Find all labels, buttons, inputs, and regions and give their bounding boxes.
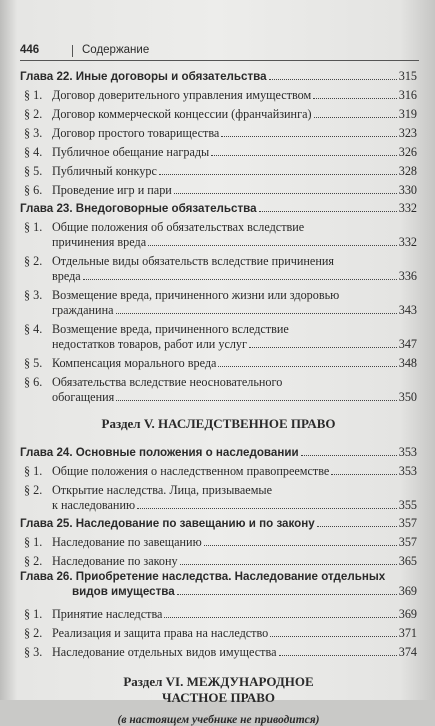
part-heading-line1: Раздел VI. МЕЖДУНАРОДНОЕ <box>123 674 314 689</box>
toc-section[interactable] <box>20 550 417 569</box>
toc-section[interactable] <box>20 160 417 179</box>
page-ref: 332 <box>398 201 417 215</box>
section-title: Договор простого товарищества <box>52 126 220 140</box>
section-title: Общие положения о наследственном правопреемстве <box>52 464 330 478</box>
section-title: Договор доверительного управления имуществом <box>52 88 312 102</box>
leader-dots <box>269 79 397 80</box>
section-title: Публичное обещание награды <box>52 145 210 159</box>
leader-dots <box>174 193 397 194</box>
page-ref: 328 <box>398 164 417 178</box>
toc-section[interactable] <box>20 103 417 122</box>
section-title-line2: к наследованию <box>52 498 136 512</box>
leader-dots <box>148 245 397 246</box>
section-sign: § 3. <box>24 288 43 302</box>
toc-chapter-26[interactable] <box>20 569 417 603</box>
toc-section[interactable] <box>20 284 417 318</box>
section-title: Наследование по закону <box>52 554 178 568</box>
section-title-line1: Отдельные виды обязательств вследствие причинения <box>52 254 334 268</box>
section-sign: § 1. <box>24 88 43 102</box>
leader-dots <box>204 545 397 546</box>
page-ref: 336 <box>398 269 417 283</box>
section-sign: § 3. <box>24 645 43 659</box>
section-sign: § 5. <box>24 356 43 370</box>
toc-chapter-25[interactable] <box>20 513 417 531</box>
table-of-contents <box>20 62 417 726</box>
running-header <box>20 44 419 61</box>
toc-section[interactable] <box>20 250 417 284</box>
section-sign: § 4. <box>24 145 43 159</box>
section-title-line1: Общие положения об обязательствах вследствие <box>52 220 305 234</box>
section-title-line2: обогащения <box>52 390 115 404</box>
chapter-title-line1: Глава 26. Приобретение наследства. Наследование отдельных <box>20 570 386 583</box>
chapter-title: Глава 25. Наследование по завещанию и по закону <box>20 517 315 530</box>
toc-section[interactable] <box>20 352 417 371</box>
leader-dots <box>177 594 397 595</box>
toc-section[interactable] <box>20 460 417 479</box>
page-ref: 371 <box>398 626 417 640</box>
leader-dots <box>218 366 396 367</box>
leader-dots <box>116 400 396 401</box>
toc-section[interactable] <box>20 216 417 250</box>
toc-section[interactable] <box>20 84 417 103</box>
section-sign: § 1. <box>24 464 43 478</box>
page-ref: 319 <box>398 107 417 121</box>
header-divider <box>72 45 73 57</box>
section-title-line1: Возмещение вреда, причиненного вследствие <box>52 322 289 336</box>
leader-dots <box>314 117 397 118</box>
section-title: Проведение игр и пари <box>52 183 172 197</box>
section-sign: § 1. <box>24 220 43 234</box>
chapter-title-line2: видов имущества <box>72 585 175 598</box>
page-ref: 353 <box>398 445 417 459</box>
part-heading-line2: ЧАСТНОЕ ПРАВО <box>161 690 276 705</box>
chapter-title: Глава 23. Внедоговорные обязательства <box>20 202 257 215</box>
leader-dots <box>259 211 397 212</box>
part-heading-6[interactable] <box>20 674 417 706</box>
page-ref: 316 <box>398 88 417 102</box>
leader-dots <box>164 617 396 618</box>
page-ref: 326 <box>398 145 417 159</box>
page-ref: 348 <box>398 356 417 370</box>
section-title-line1: Обязательства вследствие неосновательного <box>52 375 283 389</box>
page-ref: 357 <box>398 516 417 530</box>
leader-dots <box>279 655 397 656</box>
leader-dots <box>180 564 397 565</box>
page-ref: 347 <box>398 337 417 351</box>
toc-section[interactable] <box>20 179 417 198</box>
running-title: Содержание <box>82 44 150 56</box>
page-ref: 369 <box>398 607 417 621</box>
section-sign: § 2. <box>24 107 43 121</box>
section-sign: § 2. <box>24 626 43 640</box>
toc-chapter-24[interactable] <box>20 442 417 460</box>
leader-dots <box>221 136 396 137</box>
page-ref: 350 <box>398 390 417 404</box>
chapter-title: Глава 22. Иные договоры и обязательства <box>20 70 267 83</box>
page-ref: 343 <box>398 303 417 317</box>
toc-chapter-22[interactable] <box>20 66 417 84</box>
section-sign: § 2. <box>24 554 43 568</box>
section-title: Наследование отдельных видов имущества <box>52 645 277 659</box>
page-ref: 365 <box>398 554 417 568</box>
section-title-line2: вреда <box>52 269 81 283</box>
leader-dots <box>249 347 397 348</box>
page-ref: 355 <box>398 498 417 512</box>
leader-dots <box>331 474 396 475</box>
section-sign: § 1. <box>24 607 43 621</box>
section-sign: § 5. <box>24 164 43 178</box>
section-sign: § 4. <box>24 322 43 336</box>
page-ref: 357 <box>398 535 417 549</box>
section-sign: § 3. <box>24 126 43 140</box>
section-title: Реализация и защита права на наследство <box>52 626 269 640</box>
leader-dots <box>317 526 397 527</box>
page-ref: 369 <box>398 584 417 598</box>
section-title: Наследование по завещанию <box>52 535 202 549</box>
toc-section[interactable] <box>20 531 417 550</box>
page-ref: 315 <box>398 69 417 83</box>
section-title: Публичный конкурс <box>52 164 157 178</box>
toc-section[interactable] <box>20 603 417 622</box>
part-note: (в настоящем учебнике не приводится) <box>117 714 320 726</box>
section-title: Компенсация морального вреда <box>52 356 217 370</box>
toc-section[interactable] <box>20 122 417 141</box>
section-title-line2: причинения вреда <box>52 235 147 249</box>
page-ref: 330 <box>398 183 417 197</box>
toc-section[interactable] <box>20 371 417 405</box>
page-ref: 353 <box>398 464 417 478</box>
toc-section[interactable] <box>20 622 417 641</box>
page-ref: 323 <box>398 126 417 140</box>
leader-dots <box>313 98 396 99</box>
section-title-line1: Возмещение вреда, причиненного жизни или здоровью <box>52 288 340 302</box>
page-ref: 332 <box>398 235 417 249</box>
leader-dots <box>83 279 397 280</box>
section-title: Принятие наследства <box>52 607 163 621</box>
leader-dots <box>301 455 397 456</box>
section-sign: § 6. <box>24 375 43 389</box>
toc-section[interactable] <box>20 641 417 660</box>
chapter-title: Глава 24. Основные положения о наследовании <box>20 446 299 459</box>
toc-chapter-23[interactable] <box>20 198 417 216</box>
page-number: 446 <box>20 44 40 56</box>
page-ref: 374 <box>398 645 417 659</box>
toc-section[interactable] <box>20 318 417 352</box>
leader-dots <box>211 155 396 156</box>
part-heading-5[interactable]: Раздел V. НАСЛЕДСТВЕННОЕ ПРАВО <box>101 416 336 431</box>
section-sign: § 1. <box>24 535 43 549</box>
leader-dots <box>137 508 397 509</box>
section-title: Договор коммерческой концессии (франчайзинга) <box>52 107 312 121</box>
section-sign: § 2. <box>24 254 43 268</box>
section-title-line2: гражданина <box>52 303 114 317</box>
toc-section[interactable] <box>20 141 417 160</box>
leader-dots <box>116 313 397 314</box>
section-sign: § 2. <box>24 483 43 497</box>
leader-dots <box>270 636 396 637</box>
section-title-line1: Открытие наследства. Лица, призываемые <box>52 483 273 497</box>
section-title-line2: недостатков товаров, работ или услуг <box>52 337 248 351</box>
toc-section[interactable] <box>20 479 417 513</box>
leader-dots <box>159 174 397 175</box>
section-sign: § 6. <box>24 183 43 197</box>
